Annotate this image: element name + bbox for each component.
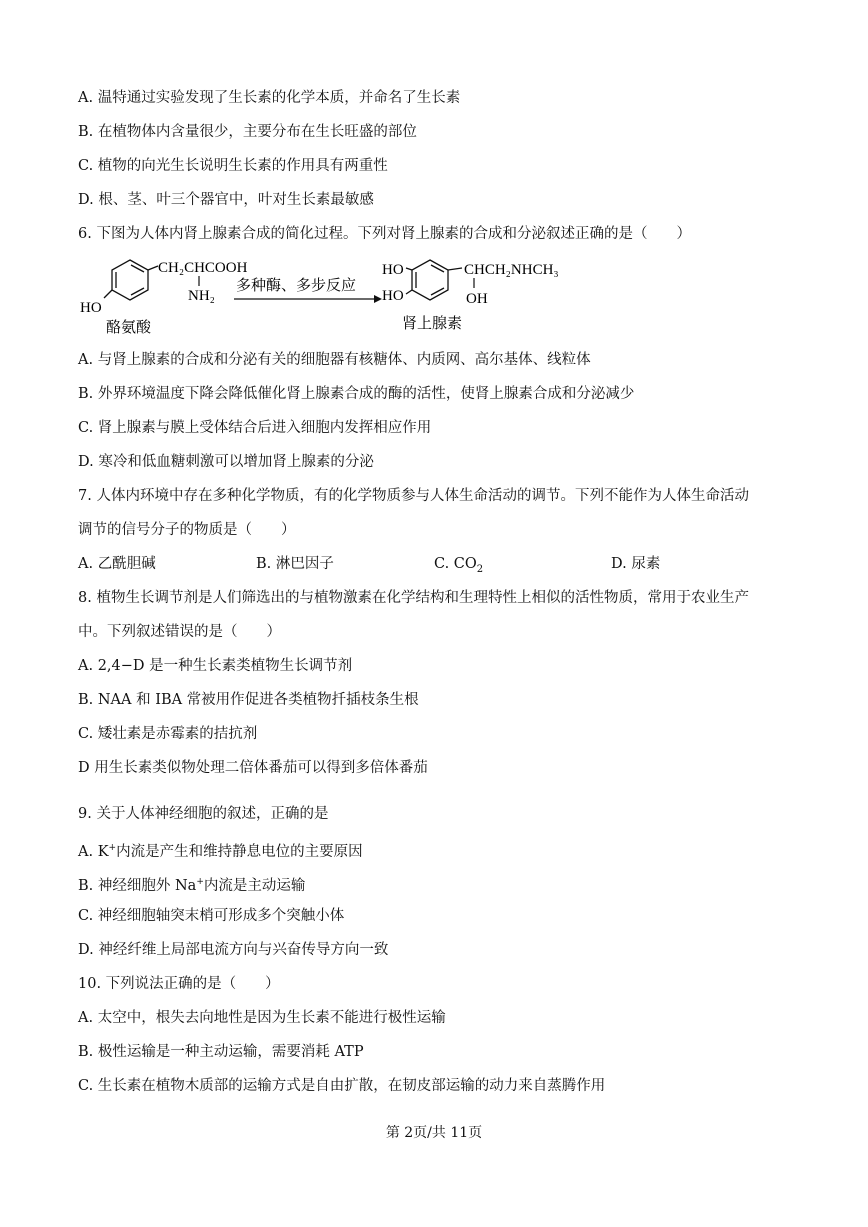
q6-option-a: A. 与肾上腺素的合成和分泌有关的细胞器有核糖体、内质网、高尔基体、线粒体 xyxy=(78,352,591,368)
q8-option-c: C. 矮壮素是赤霉素的拮抗剂 xyxy=(78,726,258,742)
adrenaline-benzene-ring xyxy=(406,260,462,300)
q6-option-c: C. 肾上腺素与膜上受体结合后进入细胞内发挥相应作用 xyxy=(78,420,432,436)
adrenaline-synthesis-diagram xyxy=(78,252,598,338)
tyrosine-benzene-ring xyxy=(104,260,158,300)
tyrosine-amino-group: NH₂ xyxy=(188,288,215,304)
q9-option-d: D. 神经纤维上局部电流方向与兴奋传导方向一致 xyxy=(78,942,389,958)
reaction-arrow-head xyxy=(374,295,382,303)
q7-option-d: D. 尿素 xyxy=(611,556,661,572)
q6-option-d: D. 寒冷和低血糖刺激可以增加肾上腺素的分泌 xyxy=(78,454,374,470)
q8-option-b: B. NAA 和 IBA 常被用作促进各类植物扦插枝条生根 xyxy=(78,692,419,708)
q7-option-a: A. 乙酰胆碱 xyxy=(78,556,156,572)
question-8-stem: 8. 植物生长调节剂是人们筛选出的与植物激素在化学结构和生理特性上相似的活性物质，常用于农业生产 xyxy=(78,590,749,606)
reaction-condition: 多种酶、多步反应 xyxy=(236,276,357,294)
tyrosine-label: 酪氨酸 xyxy=(106,318,152,336)
q9-option-b: B. 神经细胞外 Na+内流是主动运输 xyxy=(78,877,306,894)
q5-option-c: C. 植物的向光生长说明生长素的作用具有两重性 xyxy=(78,158,388,174)
q8-option-a: A. 2,4−D 是一种生长素类植物生长调节剂 xyxy=(78,658,353,674)
q7-options-row xyxy=(78,554,778,574)
tyrosine-side-chain: CH₂CHCOOH xyxy=(158,260,248,276)
q10-option-a: A. 太空中，根失去向地性是因为生长素不能进行极性运输 xyxy=(78,1010,446,1026)
question-9-stem: 9. 关于人体神经细胞的叙述，正确的是 xyxy=(78,806,329,822)
adrenaline-side-chain: CHCH₂NHCH₃ xyxy=(464,262,559,278)
q6-option-b: B. 外界环境温度下降会降低催化肾上腺素合成的酶的活性，使肾上腺素合成和分泌减少 xyxy=(78,386,635,402)
q5-option-b: B. 在植物体内含量很少，主要分布在生长旺盛的部位 xyxy=(78,124,417,140)
q10-option-c: C. 生长素在植物木质部的运输方式是自由扩散，在韧皮部运输的动力来自蒸腾作用 xyxy=(78,1078,606,1094)
q9-option-c: C. 神经细胞轴突末梢可形成多个突触小体 xyxy=(78,908,345,924)
adrenaline-beta-hydroxyl: OH xyxy=(466,291,488,307)
question-10-stem: 10. 下列说法正确的是（ ） xyxy=(78,976,280,992)
tyrosine-hydroxyl: HO xyxy=(80,300,102,316)
q10-option-b: B. 极性运输是一种主动运输，需要消耗 ATP xyxy=(78,1044,364,1060)
q5-option-a: A. 温特通过实验发现了生长素的化学本质，并命名了生长素 xyxy=(78,90,461,106)
q7-option-c: C. $CO_2$ xyxy=(434,556,484,575)
question-7-stem: 7. 人体内环境中存在多种化学物质，有的化学物质参与人体生命活动的调节。下列不能作为人体生命活动 xyxy=(78,488,749,504)
q5-option-d: D. 根、茎、叶三个器官中，叶对生长素最敏感 xyxy=(78,192,374,208)
question-8-stem-cont: 中。下列叙述错误的是（ ） xyxy=(78,624,281,640)
q9-option-a: A. K+内流是产生和维持静息电位的主要原因 xyxy=(78,843,363,860)
question-7-stem-cont: 调节的信号分子的物质是（ ） xyxy=(78,522,296,538)
adrenaline-hydroxyl-1: HO xyxy=(382,262,404,278)
q7-option-b: B. 淋巴因子 xyxy=(256,556,334,572)
adrenaline-hydroxyl-2: HO xyxy=(382,288,404,304)
question-6-stem: 6. 下图为人体内肾上腺素合成的简化过程。下列对肾上腺素的合成和分泌叙述正确的是（ ） xyxy=(78,226,691,242)
adrenaline-label: 肾上腺素 xyxy=(402,314,463,332)
q8-option-d: D 用生长素类似物处理二倍体番茄可以得到多倍体番茄 xyxy=(78,760,428,776)
page-footer: 第 2页/共 11页 xyxy=(385,1125,483,1141)
